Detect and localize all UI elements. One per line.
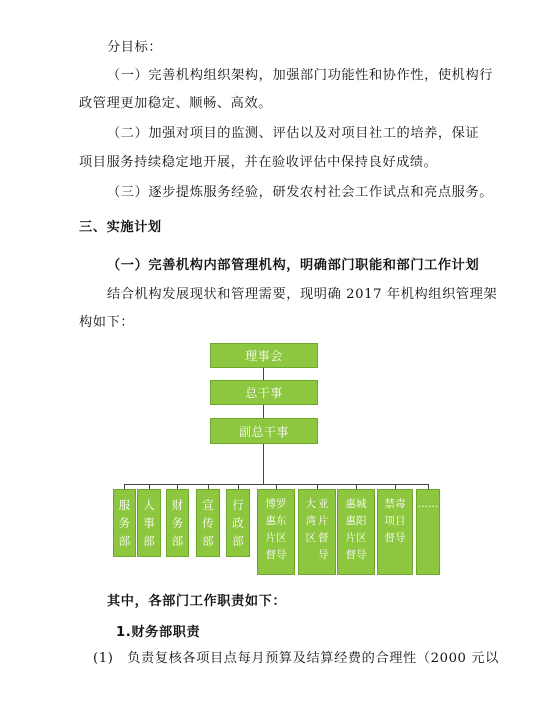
org-box-more: ……: [416, 489, 440, 575]
duties-heading: 其中，各部门工作职责如下：: [107, 594, 287, 609]
finance-dept-heading: 1.财务部职责: [116, 625, 201, 640]
subsection-heading: （一）完善机构内部管理机构，明确部门职能和部门工作计划: [107, 258, 480, 273]
goal-2-line-2: 项目服务持续稳定地开展，并在验收评估中保持良好成绩。: [79, 155, 438, 170]
org-box-boluo-huidong-supervision: 博罗 惠东 片区 督导: [257, 489, 295, 575]
goal-3: （三）逐步提炼服务经验，研发农村社会工作试点和亮点服务。: [107, 185, 494, 200]
intro-line-1: 结合机构发展现状和管理需要，现明确 2017 年机构组织管理架: [107, 287, 498, 302]
org-box-hr-dept: 人 事 部: [137, 489, 161, 557]
connector: [263, 368, 264, 380]
org-box-board: 理事会: [210, 343, 318, 368]
org-box-director: 总干事: [210, 380, 318, 405]
goal-2-line-1: （二）加强对项目的监测、评估以及对项目社工的培养，保证: [107, 126, 480, 141]
finance-item-1: (1) 负责复核各项目点每月预算及结算经费的合理性（2000 元以: [93, 651, 499, 666]
intro-line-2: 构如下：: [79, 315, 135, 330]
org-box-dayawan-supervision: 大 湾 区 亚 片 督 导: [298, 489, 336, 575]
org-box-finance-dept: 财 务 部: [166, 489, 189, 557]
org-box-huicheng-huiyang-supervision: 惠城 惠阳 片区 督导: [337, 489, 375, 575]
section-heading: 三、实施计划: [79, 220, 162, 235]
org-box-service-dept: 服 务 部: [113, 489, 136, 557]
org-box-publicity-dept: 宣 传 部: [196, 489, 220, 557]
org-box-admin-dept: 行 政 部: [226, 489, 250, 557]
goals-label: 分目标：: [107, 40, 163, 55]
goal-1-line-1: （一）完善机构组织架构，加强部门功能性和协作性，使机构行: [107, 68, 494, 83]
connector: [263, 444, 264, 484]
connector: [263, 405, 264, 418]
org-box-anti-drug-supervision: 禁毒 项目 督导: [377, 489, 413, 575]
org-box-deputy-director: 副总干事: [210, 418, 318, 444]
goal-1-line-2: 政管理更加稳定、顺畅、高效。: [79, 96, 273, 111]
